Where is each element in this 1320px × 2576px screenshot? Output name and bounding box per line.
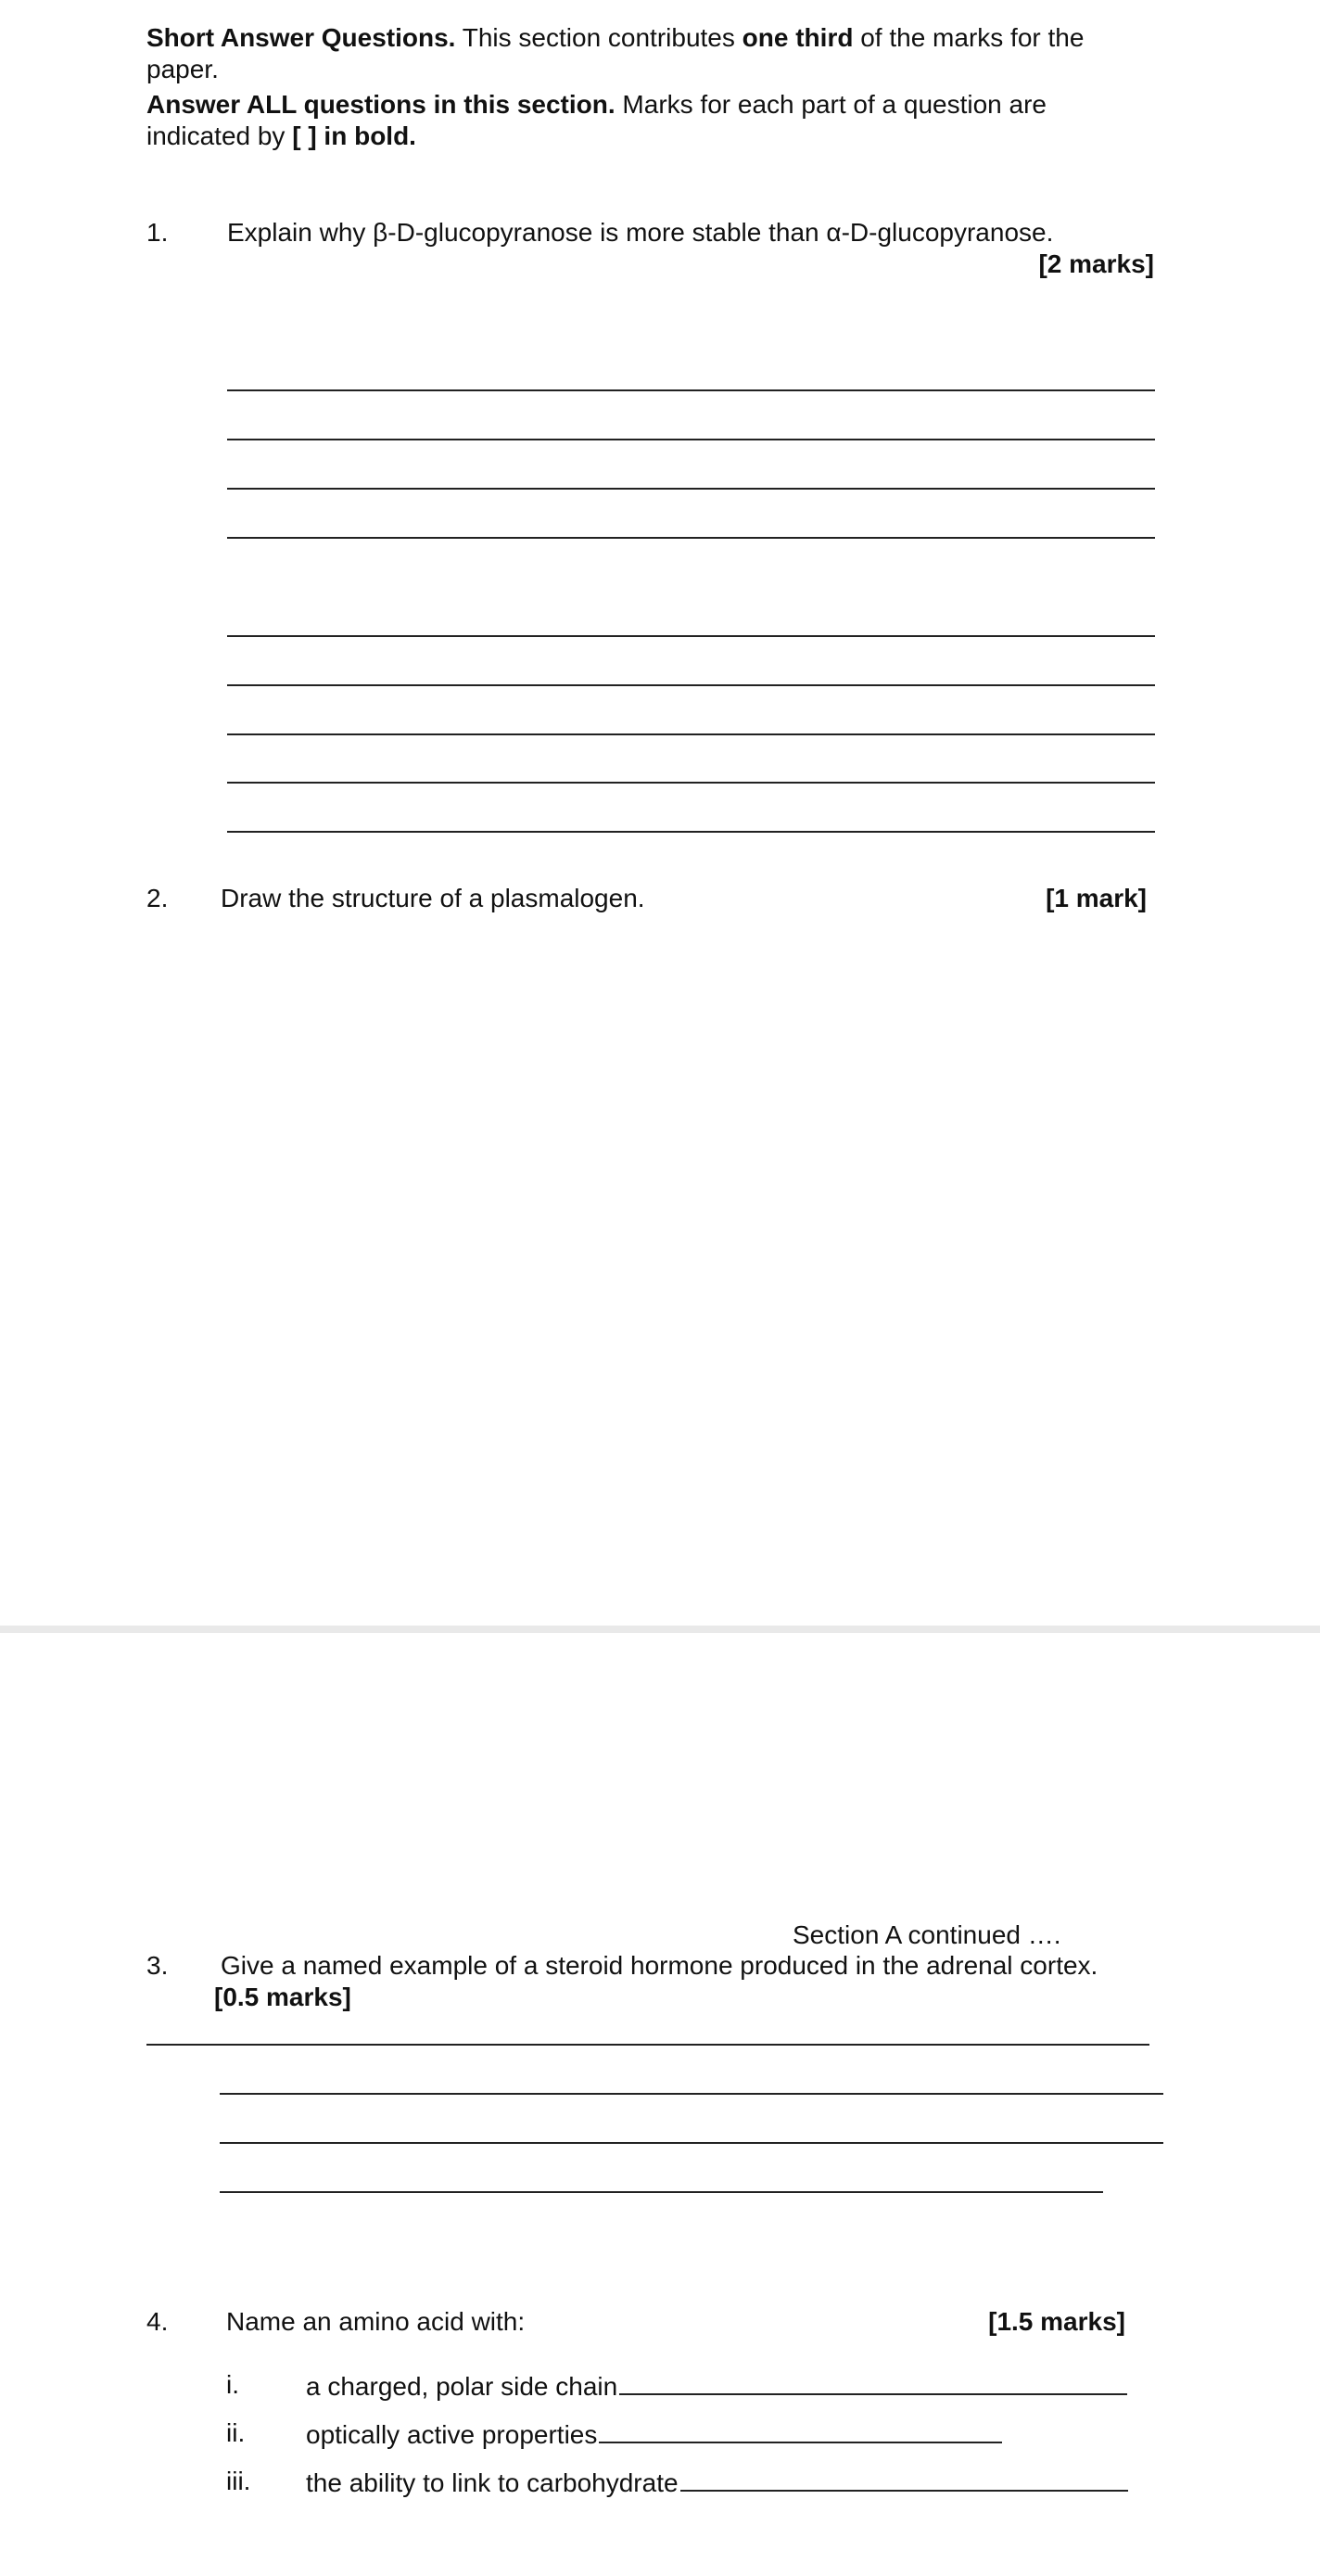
intro-emphasis-2: [ ] in bold. [292,121,416,150]
intro-text-2: of the marks for the paper. [146,23,1085,83]
q1-answer-line[interactable] [227,684,1155,686]
q1-answer-line[interactable] [227,782,1155,784]
intro-instruction: Answer ALL questions in this section. [146,90,616,119]
q4-marks: [1.5 marks] [988,2307,1125,2336]
q4-text: Name an amino acid with: [226,2307,526,2336]
q1-text: Explain why β-D-glucopyranose is more stable than α-D-glucopyranose. [227,218,1054,247]
q3-answer-line[interactable] [220,2093,1163,2095]
intro-emphasis-1: one third [742,23,854,52]
q4-part-item [306,2466,1128,2499]
q1-answer-line[interactable] [227,831,1155,833]
q2-drawing-area[interactable] [221,937,1148,1586]
q4-part-label: iii. [226,2467,251,2495]
q1-number: 1. [146,218,169,247]
q1-answer-line[interactable] [227,389,1155,391]
q1-answer-line[interactable] [227,488,1155,490]
intro-text-3: Marks for each part of a question are indicated by [146,90,1047,150]
q4-part-text: a charged, polar side chain [306,2372,618,2401]
intro-paragraph-2 [146,89,1157,152]
q4-part-answer-line[interactable] [599,2417,1002,2443]
q4-part-answer-line[interactable] [680,2466,1128,2492]
q1-marks: [2 marks] [1038,249,1154,278]
q4-part-label: ii. [226,2418,246,2447]
q2-marks: [1 mark] [1046,884,1147,912]
q3-number: 3. [146,1951,169,1980]
q1-answer-line[interactable] [227,635,1155,637]
section-continued: Section A continued …. [793,1920,1061,1949]
q4-part-text: the ability to link to carbohydrate [306,2468,679,2497]
q2-number: 2. [146,884,169,912]
q4-part-label: i. [226,2370,239,2399]
q3-answer-line[interactable] [146,2044,1149,2046]
q3-text: Give a named example of a steroid hormone produced in the adrenal cortex. [221,1951,1098,1980]
q1-answer-line[interactable] [227,439,1155,440]
q1-answer-line[interactable] [227,733,1155,735]
intro-paragraph-1 [146,22,1157,85]
q4-part-item [306,2417,1002,2451]
intro-text-1: This section contributes [455,23,742,52]
q3-answer-line[interactable] [220,2142,1163,2144]
q2-text: Draw the structure of a plasmalogen. [221,884,645,912]
q4-part-item [306,2369,1127,2403]
page-2 [0,1633,1320,2576]
q4-number: 4. [146,2307,169,2336]
q1-answer-line[interactable] [227,537,1155,539]
q4-part-text: optically active properties [306,2420,598,2449]
q3-marks: [0.5 marks] [214,1983,351,2011]
page-separator [0,1626,1320,1633]
intro-heading: Short Answer Questions. [146,23,456,52]
q3-answer-line[interactable] [220,2191,1103,2193]
q4-part-answer-line[interactable] [619,2369,1127,2395]
